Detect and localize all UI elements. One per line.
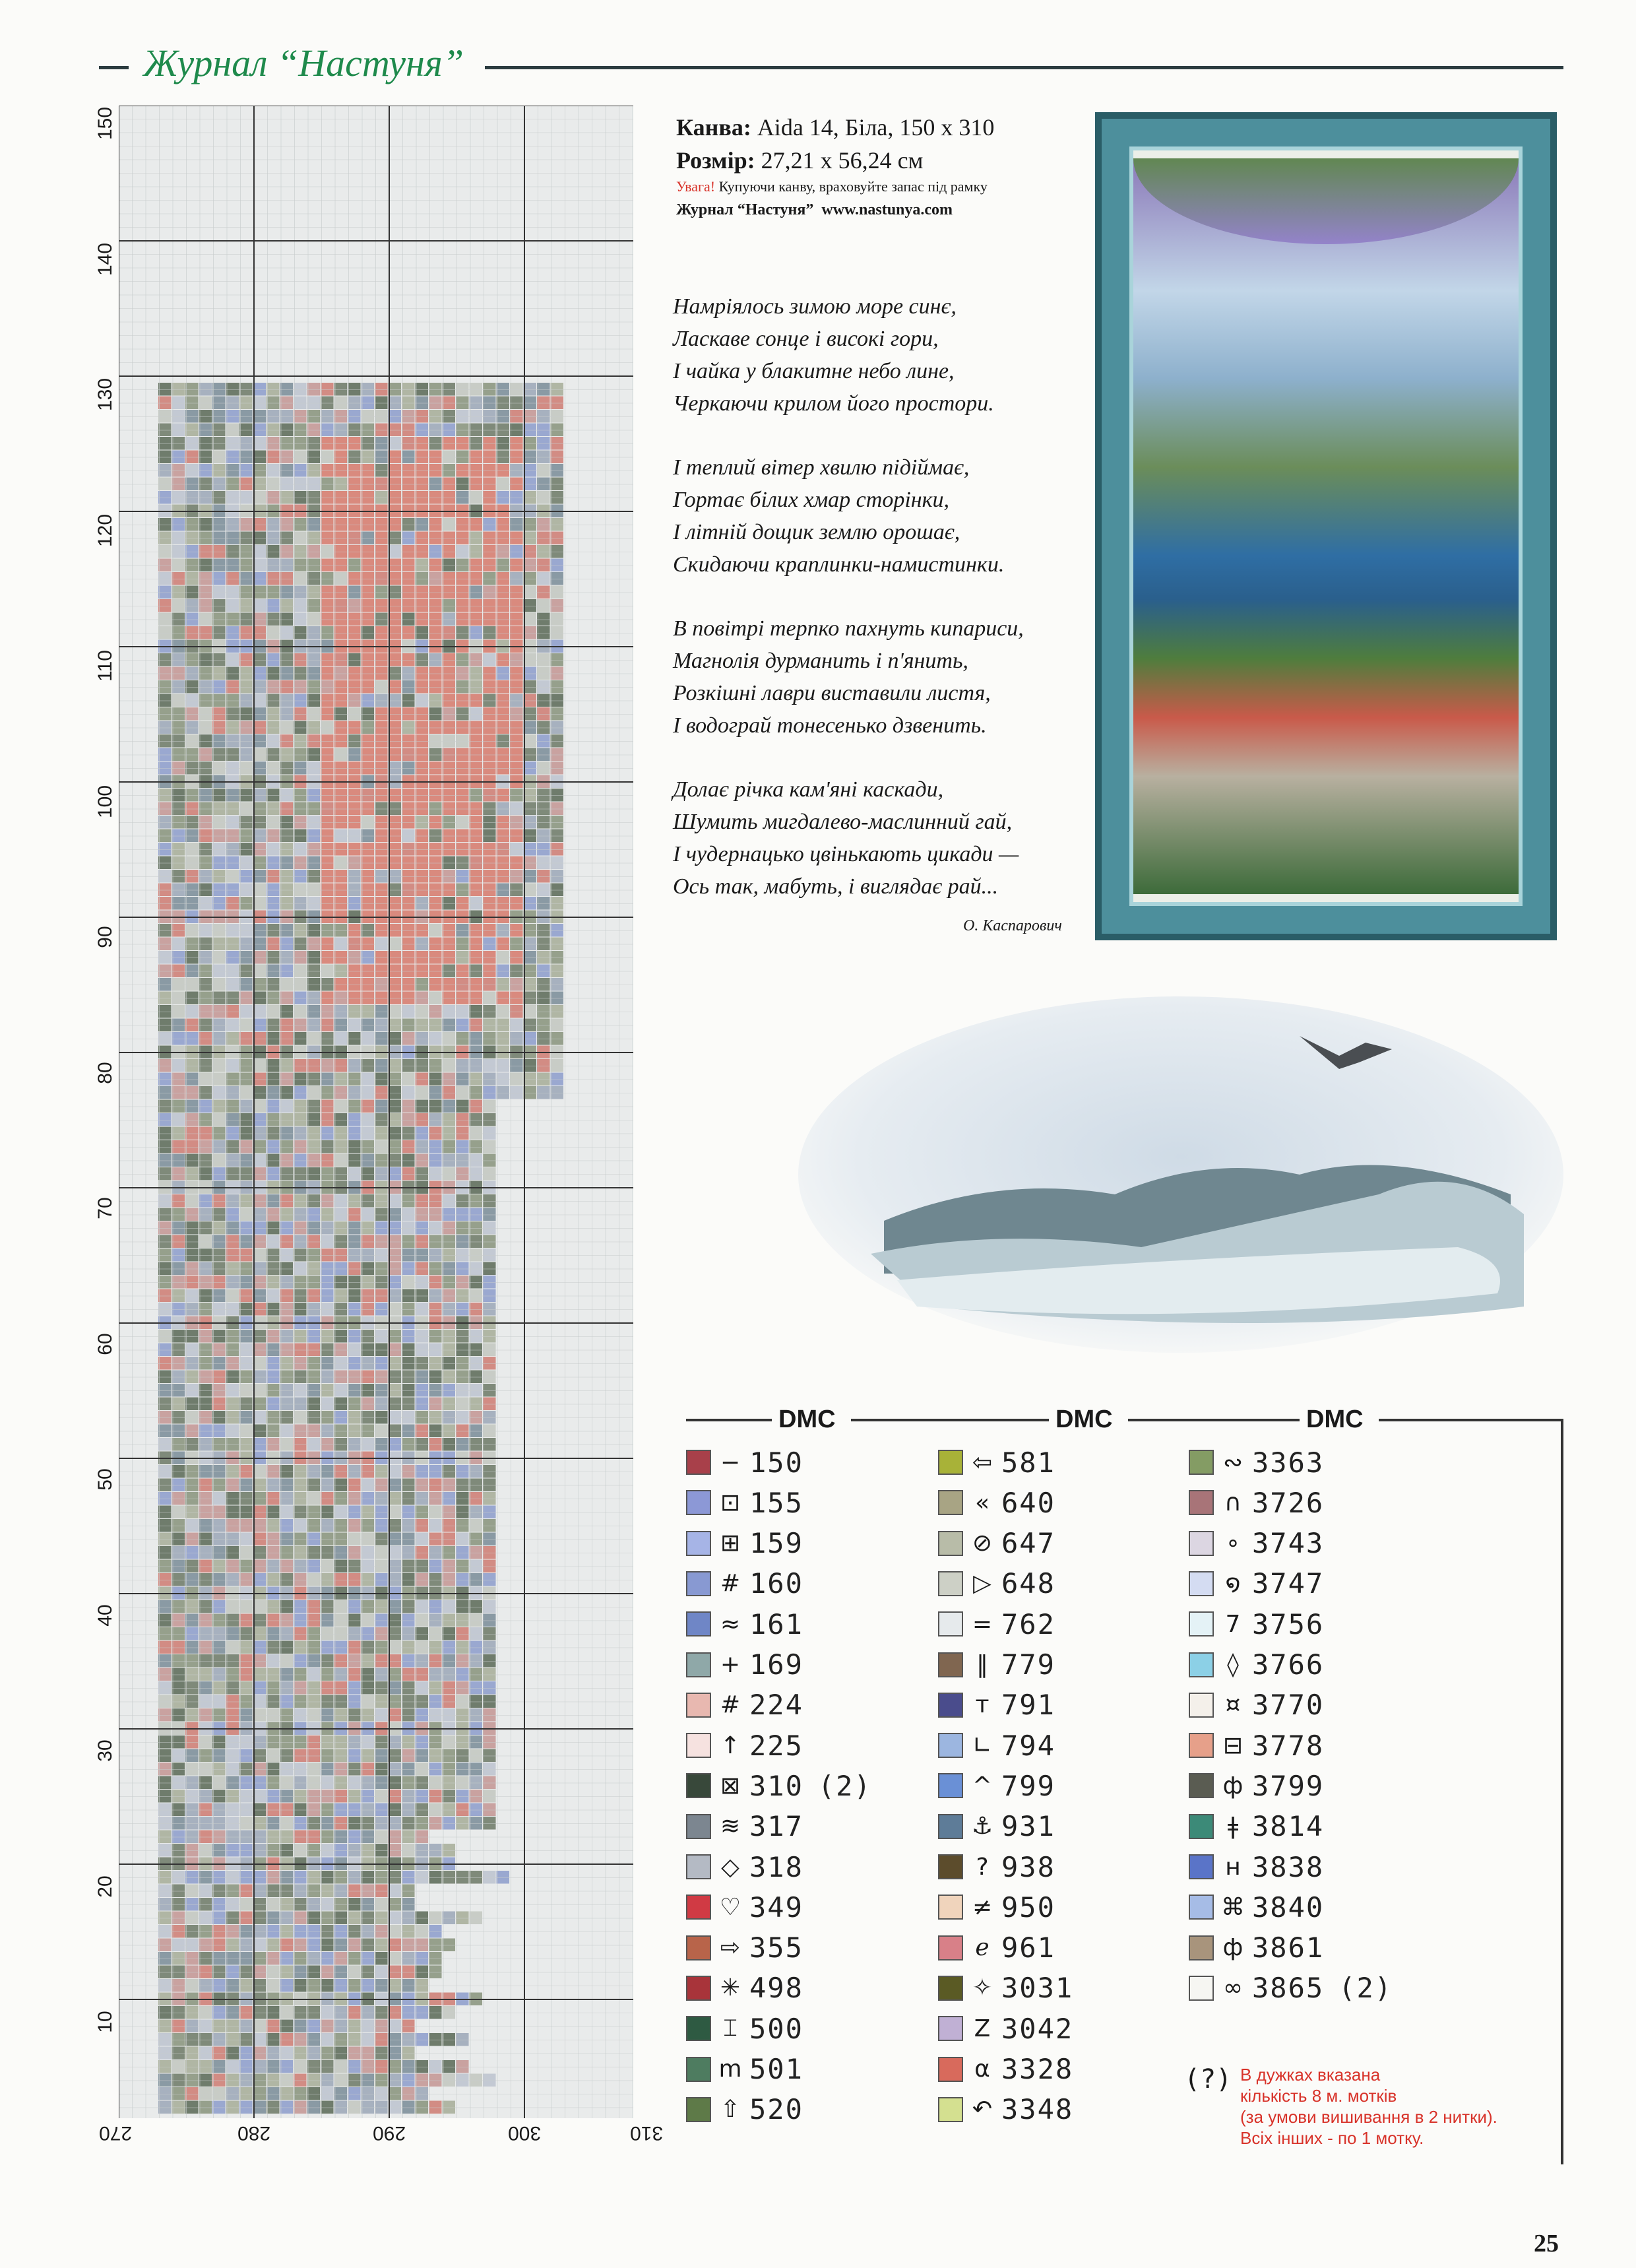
canvas-value: Aida 14, Біла, 150 х 310: [757, 114, 995, 141]
color-swatch: [1189, 1652, 1214, 1677]
color-swatch: [1189, 1854, 1214, 1879]
poem-line: І водограй тонесенько дзвенить.: [673, 713, 987, 738]
stitch-symbol: #: [720, 1691, 741, 1719]
chart-row-label: 150: [94, 106, 116, 141]
color-swatch: [938, 1490, 963, 1515]
legend-row: [1189, 1484, 1324, 1521]
poem-line: І теплий вітер хвилю підіймає,: [673, 455, 970, 480]
color-swatch: [686, 1935, 711, 1960]
color-swatch: [938, 1571, 963, 1596]
page-header: [99, 42, 1563, 86]
dmc-code: 3865: [1252, 1972, 1325, 2005]
stitch-cells: [158, 383, 563, 2114]
chart-row-label: 20: [94, 1875, 116, 1898]
size-value: 27,21 х 56,24 см: [761, 147, 924, 174]
color-swatch: [686, 1490, 711, 1515]
dmc-code: 310: [749, 1769, 803, 1802]
legend-row: [938, 1646, 1055, 1683]
legend-row: [686, 1808, 803, 1845]
dmc-code: 648: [1001, 1567, 1055, 1600]
legend-row: [938, 1808, 1055, 1845]
legend-row: [686, 1687, 803, 1724]
dmc-code: 160: [749, 1567, 803, 1600]
poem-line: В повітрі терпко пахнуть кипариси,: [673, 616, 1024, 641]
color-swatch: [686, 2057, 711, 2082]
legend-row: [1189, 1929, 1324, 1966]
dmc-code: 355: [749, 1931, 803, 1964]
dmc-code: 3747: [1252, 1567, 1325, 1600]
color-swatch: [686, 1773, 711, 1798]
dmc-code: 150: [749, 1446, 803, 1479]
legend-rule: [851, 1419, 1049, 1421]
stitch-symbol: ⇦: [972, 1448, 993, 1476]
skein-count: (2): [817, 1769, 872, 1802]
legend-row: [1189, 1767, 1324, 1804]
color-swatch: [1189, 1531, 1214, 1556]
color-swatch: [938, 1895, 963, 1920]
poem-stanza: [673, 290, 1024, 420]
stitch-symbol: ф: [1222, 1934, 1243, 1962]
color-swatch: [1189, 1773, 1214, 1798]
color-swatch: [1189, 1571, 1214, 1596]
canvas-label: Канва:: [676, 114, 751, 141]
legend-rule: [686, 1419, 772, 1421]
legend-row: [1189, 1970, 1393, 2007]
stitch-symbol: ♡: [719, 1893, 741, 1921]
poem-line: Скидаючи краплинки-намистинки.: [673, 552, 1005, 577]
color-swatch: [686, 1611, 711, 1636]
legend-row: [686, 2051, 803, 2088]
stitch-symbol: ≈: [720, 1610, 741, 1638]
color-swatch: [938, 1773, 963, 1798]
color-swatch: [1189, 1733, 1214, 1758]
stitch-symbol: ∞: [1223, 1974, 1243, 2002]
legend-header: DMC: [772, 1406, 842, 1434]
dmc-code: 3363: [1252, 1446, 1325, 1479]
color-swatch: [938, 1652, 963, 1677]
legend-rule: [1561, 1419, 1563, 2164]
poem-line: Розкішні лаври виставили листя,: [673, 681, 991, 705]
stitch-grid: [119, 106, 633, 2118]
color-swatch: [1189, 1490, 1214, 1515]
legend-row: [1189, 1525, 1324, 1562]
color-swatch: [938, 1450, 963, 1475]
dmc-code: 169: [749, 1648, 803, 1681]
chart-row-label: 100: [94, 785, 116, 818]
color-swatch: [1189, 1895, 1214, 1920]
poem-line: Долає річка кам'яні каскади,: [673, 777, 944, 802]
stitch-symbol: ▷: [973, 1570, 991, 1598]
dmc-code: 3770: [1252, 1689, 1325, 1722]
color-swatch: [938, 1733, 963, 1758]
size-label: Розмір:: [676, 147, 755, 174]
color-swatch: [686, 2016, 711, 2041]
dmc-code: 961: [1001, 1931, 1055, 1964]
legend-row: [686, 1767, 872, 1804]
color-swatch: [686, 1895, 711, 1920]
color-swatch: [938, 1693, 963, 1718]
stitch-symbol: ‖: [976, 1651, 988, 1678]
color-swatch: [1189, 1976, 1214, 2001]
stitch-symbol: ⚓: [971, 1813, 993, 1840]
dmc-code: 3766: [1252, 1648, 1325, 1681]
chart-row-label: 70: [94, 1197, 116, 1219]
legend-row: [1189, 1848, 1324, 1885]
stitch-symbol: ✳: [720, 1974, 741, 2002]
color-swatch: [1189, 1814, 1214, 1839]
legend-row: [686, 1646, 803, 1683]
stitch-symbol: ⊘: [972, 1530, 993, 1557]
dmc-code: 762: [1001, 1607, 1055, 1640]
poem-author: О. Каспарович: [963, 917, 1062, 934]
color-swatch: [686, 1693, 711, 1718]
dmc-code: 647: [1001, 1527, 1055, 1560]
journal-title: Журнал “Настуня”: [135, 41, 472, 85]
dmc-code: 3756: [1252, 1607, 1325, 1640]
dmc-code: 931: [1001, 1810, 1055, 1843]
color-swatch: [938, 2057, 963, 2082]
dmc-code: 3348: [1001, 2093, 1074, 2126]
dmc-code: 794: [1001, 1729, 1055, 1762]
dmc-code: 225: [749, 1729, 803, 1762]
legend-row: [686, 1848, 803, 1885]
legend-row: [1189, 1727, 1324, 1764]
stitch-symbol: ⇨: [720, 1934, 741, 1962]
chart-row-label: 30: [94, 1739, 116, 1762]
legend-row: [1189, 1808, 1324, 1845]
legend-row: [938, 1565, 1055, 1602]
dmc-code: 3042: [1001, 2012, 1074, 2045]
chart-row-label: 130: [94, 377, 116, 412]
poem-stanza: [673, 773, 1024, 903]
dmc-legend: [686, 1406, 1563, 2171]
dmc-code: 779: [1001, 1648, 1055, 1681]
legend-row: [686, 1525, 803, 1562]
legend-row: [938, 1605, 1055, 1642]
legend-row: [686, 2091, 803, 2128]
dmc-code: 3743: [1252, 1527, 1325, 1560]
stitch-symbol: ⊡: [720, 1489, 741, 1516]
stitch-symbol: =: [972, 1610, 993, 1638]
poem-stanza: [673, 451, 1024, 581]
dmc-code: 3778: [1252, 1729, 1325, 1762]
poem: [673, 290, 1024, 934]
legend-row: [686, 1970, 803, 2007]
stitch-symbol: α: [974, 2056, 990, 2083]
stitch-symbol: т: [975, 1691, 990, 1719]
legend-row: [686, 1484, 803, 1521]
legend-row: [686, 1444, 803, 1481]
color-swatch: [686, 2097, 711, 2122]
color-swatch: [686, 1733, 711, 1758]
dmc-code: 581: [1001, 1446, 1055, 1479]
dmc-code: 161: [749, 1607, 803, 1640]
note-line: Всіх інших - по 1 мотку.: [1240, 2128, 1424, 2148]
legend-row: [938, 1929, 1055, 1966]
dmc-code: 3861: [1252, 1931, 1325, 1964]
poem-line: Намріялось зимою море синє,: [673, 294, 957, 319]
note-line: В дужках вказана: [1240, 2065, 1381, 2085]
legend-row: [1189, 1646, 1324, 1683]
color-swatch: [938, 1935, 963, 1960]
chart-row-label: 60: [94, 1332, 116, 1355]
legend-row: [938, 1727, 1055, 1764]
stitch-symbol: ⊟: [1222, 1732, 1243, 1759]
stitch-symbol: 7: [1225, 1610, 1241, 1638]
poem-line: Ось так, мабуть, і виглядає рай...: [673, 874, 999, 899]
legend-row: [686, 2010, 803, 2047]
dmc-code: 224: [749, 1689, 803, 1722]
header-rule-left: [99, 66, 129, 69]
chart-row-label: 50: [94, 1468, 116, 1491]
chart-column-label: 290: [373, 2122, 406, 2144]
dmc-code: 318: [749, 1850, 803, 1883]
stitch-symbol: ⇧: [720, 2096, 741, 2123]
dmc-code: 349: [749, 1891, 803, 1924]
stitch-symbol: ◇: [721, 1853, 739, 1881]
chart-row-label: 80: [94, 1061, 116, 1084]
stitch-symbol: ⊠: [720, 1772, 741, 1799]
stitch-symbol: Z: [974, 2015, 991, 2042]
stitch-symbol: ∩: [1224, 1489, 1242, 1516]
legend-row: [1189, 1687, 1324, 1724]
color-swatch: [686, 1976, 711, 2001]
color-swatch: [686, 1450, 711, 1475]
poem-stanza: [673, 612, 1024, 742]
legend-row: [938, 1444, 1055, 1481]
legend-row: [938, 2051, 1073, 2088]
stitch-symbol: ∾: [1222, 1448, 1243, 1476]
stitch-symbol: ǂ: [1227, 1813, 1239, 1840]
warning-label: Увага!: [676, 178, 716, 195]
color-swatch: [938, 1611, 963, 1636]
stitch-symbol: ℯ: [975, 1934, 990, 1962]
dmc-code: 3799: [1252, 1769, 1325, 1802]
framed-embroidery-photo: [1095, 112, 1557, 940]
color-swatch: [938, 2097, 963, 2122]
dmc-code: 159: [749, 1527, 803, 1560]
legend-row: [938, 1484, 1055, 1521]
poem-line: Гортає білих хмар сторінки,: [673, 488, 950, 512]
chart-column-label: 300: [508, 2122, 542, 2144]
dmc-code: 791: [1001, 1689, 1055, 1722]
stitch-symbol: ?: [976, 1853, 989, 1881]
legend-row: [686, 1727, 803, 1764]
legend-note: [1240, 2064, 1497, 2149]
page-number: 25: [1534, 2230, 1559, 2257]
legend-row: [938, 1889, 1055, 1926]
stitch-symbol: ↑: [720, 1732, 741, 1759]
chart-row-label: 120: [94, 513, 116, 547]
legend-row: [1189, 1889, 1324, 1926]
legend-row: [938, 1525, 1055, 1562]
chart-column-label: 310: [630, 2122, 664, 2144]
stitch-symbol: ¤: [1225, 1691, 1241, 1719]
stitch-symbol: ⊞: [720, 1530, 741, 1557]
chart-row-label: 140: [94, 242, 116, 276]
legend-row: [1189, 1565, 1324, 1602]
color-swatch: [938, 1854, 963, 1879]
website-link[interactable]: www.nastunya.com: [821, 201, 953, 218]
legend-row: [1189, 1605, 1324, 1642]
color-swatch: [686, 1652, 711, 1677]
color-swatch: [686, 1531, 711, 1556]
stitch-symbol: «: [974, 1489, 990, 1516]
poem-line: І літній дощик землю орошає,: [673, 520, 960, 544]
dmc-code: 498: [749, 1972, 803, 2005]
chart-column-label: 280: [237, 2122, 271, 2144]
color-swatch: [938, 1814, 963, 1839]
dmc-code: 501: [749, 2053, 803, 2085]
chart-column-label: 270: [99, 2122, 133, 2144]
legend-row: [938, 2091, 1073, 2128]
stitch-symbol: ф: [1222, 1772, 1243, 1799]
dmc-code: 3840: [1252, 1891, 1325, 1924]
stitch-symbol: ⌶: [723, 2015, 738, 2042]
dmc-code: 3031: [1001, 1972, 1074, 2005]
color-swatch: [938, 1976, 963, 2001]
legend-row: [938, 1687, 1055, 1724]
stitch-symbol: ∟: [972, 1732, 993, 1759]
legend-row: [686, 1605, 803, 1642]
legend-rule: [1379, 1419, 1563, 1421]
stitch-symbol: ໑: [1225, 1570, 1241, 1598]
poem-line: І чудернацько цвінькають цикади —: [673, 842, 1019, 866]
stitch-symbol: ◊: [1227, 1651, 1239, 1678]
chart-row-label: 40: [94, 1604, 116, 1627]
legend-row: [686, 1929, 803, 1966]
dmc-code: 155: [749, 1486, 803, 1519]
embroidery-picture: [1133, 158, 1519, 894]
legend-row: [938, 1848, 1055, 1885]
stitch-symbol: н: [1225, 1853, 1241, 1881]
note-mark: (?): [1184, 2064, 1232, 2094]
chart-row-label: 110: [94, 650, 116, 682]
stitch-symbol: −: [720, 1448, 741, 1476]
color-swatch: [938, 2016, 963, 2041]
poem-line: Черкаючи крилом його простори.: [673, 391, 994, 416]
note-line: кількість 8 м. мотків: [1240, 2086, 1397, 2106]
stitch-symbol: #: [720, 1570, 741, 1598]
canvas-spec: [676, 111, 994, 223]
dmc-code: 3726: [1252, 1486, 1325, 1519]
stitch-symbol: ∘: [1225, 1530, 1241, 1557]
poem-line: Ласкаве сонце і високі гори,: [673, 327, 939, 351]
dmc-code: 520: [749, 2093, 803, 2126]
stitch-symbol: +: [720, 1651, 741, 1678]
legend-row: [938, 1970, 1073, 2007]
poem-line: Шумить мигдалево-маслинний гай,: [673, 810, 1013, 834]
dmc-code: 640: [1001, 1486, 1055, 1519]
legend-row: [938, 2010, 1073, 2047]
color-swatch: [686, 1814, 711, 1839]
poem-line: І чайка у блакитне небо лине,: [673, 359, 955, 383]
dmc-code: 938: [1001, 1850, 1055, 1883]
stitch-symbol: ↶: [972, 2096, 993, 2123]
poem-line: Магнолія дурманить і п'янить,: [673, 649, 968, 673]
legend-header: DMC: [1300, 1406, 1370, 1434]
skein-count: (2): [1338, 1972, 1393, 2005]
color-swatch: [1189, 1611, 1214, 1636]
legend-row: [686, 1889, 803, 1926]
note-line: (за умови вишивання в 2 нитки).: [1240, 2107, 1497, 2127]
stitch-symbol: ✧: [972, 1974, 993, 2002]
legend-row: [686, 1565, 803, 1602]
dmc-code: 317: [749, 1810, 803, 1843]
dmc-code: 950: [1001, 1891, 1055, 1924]
stitch-symbol: ≋: [720, 1813, 741, 1840]
chart-row-label: 10: [94, 2011, 116, 2033]
stitch-symbol: ≠: [972, 1893, 993, 1921]
sea-seagull-illustration: [798, 996, 1563, 1366]
color-swatch: [1189, 1935, 1214, 1960]
dmc-code: 799: [1001, 1769, 1055, 1802]
color-swatch: [686, 1854, 711, 1879]
stitch-symbol: ⌘: [1221, 1893, 1245, 1921]
dmc-code: 3328: [1001, 2053, 1074, 2085]
legend-row: [1189, 1444, 1324, 1481]
stitch-symbol: m: [718, 2056, 742, 2083]
color-swatch: [1189, 1450, 1214, 1475]
color-swatch: [686, 1571, 711, 1596]
chart-row-label: 90: [94, 926, 116, 948]
color-swatch: [938, 1531, 963, 1556]
dmc-code: 3814: [1252, 1810, 1325, 1843]
dmc-code: 3838: [1252, 1850, 1325, 1883]
legend-rule: [1128, 1419, 1300, 1421]
color-swatch: [1189, 1693, 1214, 1718]
journal-name: Журнал “Настуня”: [676, 201, 814, 218]
dmc-code: 500: [749, 2012, 803, 2045]
legend-row: [938, 1767, 1055, 1804]
warning-text: Купуючи канву, враховуйте запас під рамку: [718, 178, 988, 195]
legend-header: DMC: [1049, 1406, 1119, 1434]
stitch-symbol: ^: [972, 1772, 993, 1799]
cross-stitch-chart: [119, 106, 633, 2118]
header-rule-right: [485, 66, 1563, 69]
